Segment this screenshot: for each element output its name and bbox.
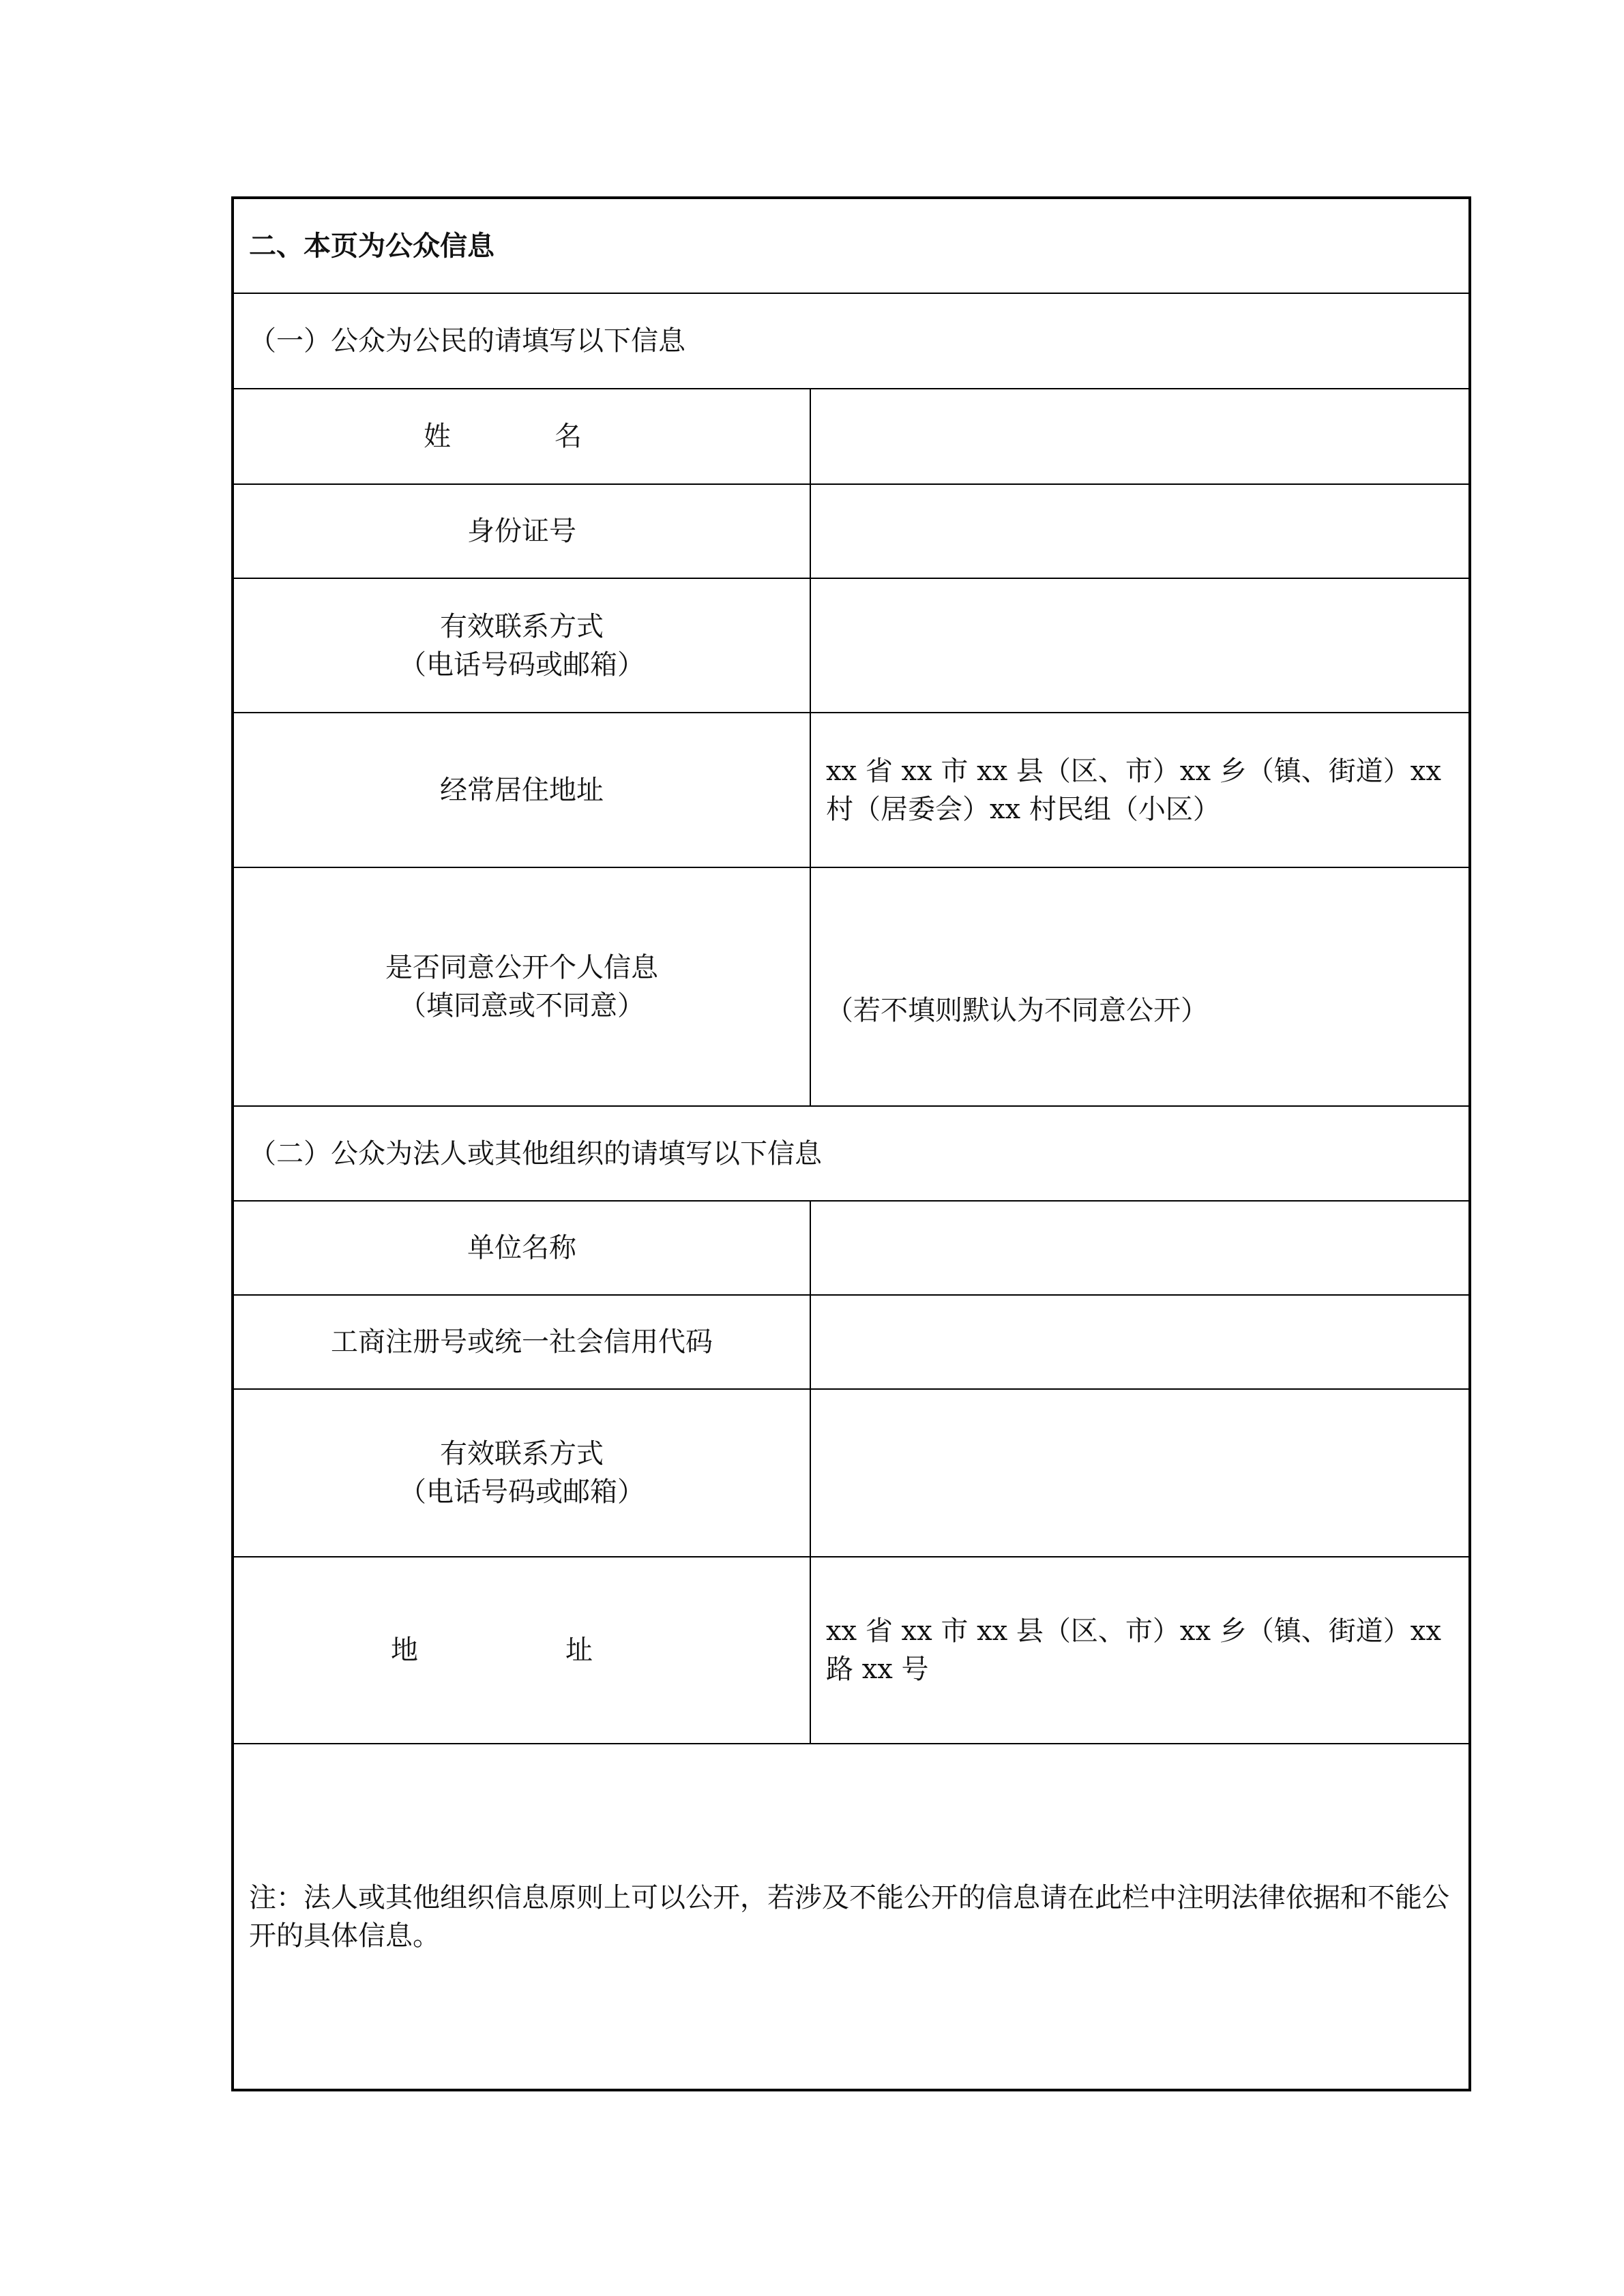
org-contact-field[interactable] bbox=[810, 1389, 1470, 1557]
citizen-consent-row bbox=[233, 867, 1470, 1106]
residence-address-field[interactable]: xx 省 xx 市 xx 县（区、市）xx 乡（镇、街道）xx 村（居委会）xx 村民组（小区） bbox=[810, 713, 1470, 867]
registration-label: 工商注册号或统一社会信用代码 bbox=[331, 1326, 713, 1358]
name-field[interactable] bbox=[810, 389, 1470, 484]
consent-field[interactable] bbox=[810, 867, 1470, 1106]
org-name-field[interactable] bbox=[810, 1201, 1470, 1295]
consent-hint: （若不填则默认为不同意公开） bbox=[826, 995, 1208, 1026]
consent-label: 是否同意公开个人信息 bbox=[385, 952, 658, 983]
section-title: 二、本页为公众信息 bbox=[233, 198, 1470, 293]
org-heading: （二）公众为法人或其他组织的请填写以下信息 bbox=[233, 1106, 1470, 1201]
citizen-contact-row bbox=[233, 578, 1470, 713]
org-address-field[interactable]: xx 省 xx 市 xx 县（区、市）xx 乡（镇、街道）xx 路 xx 号 bbox=[810, 1557, 1470, 1744]
citizen-contact-sublabel: （电话号码或邮箱） bbox=[399, 648, 645, 681]
citizen-id-row bbox=[233, 484, 1470, 578]
residence-address-label: 经常居住地址 bbox=[440, 774, 604, 806]
citizen-contact-label: 有效联系方式 bbox=[440, 610, 604, 642]
note-text: 注：法人或其他组织信息原则上可以公开，若涉及不能公开的信息请在此栏中注明法律依据和不能公开的具体信息。 bbox=[249, 1881, 1449, 1952]
org-registration-row bbox=[233, 1295, 1470, 1389]
note-row bbox=[233, 1744, 1470, 2090]
citizen-heading: （一）公众为公民的请填写以下信息 bbox=[233, 293, 1470, 389]
org-address-row bbox=[233, 1557, 1470, 1744]
citizen-address-row bbox=[233, 713, 1470, 867]
id-number-field[interactable] bbox=[810, 484, 1470, 578]
citizen-name-row bbox=[233, 389, 1470, 484]
consent-sublabel: （填同意或不同意） bbox=[399, 990, 645, 1022]
section-title-row bbox=[233, 198, 1470, 293]
org-name-row bbox=[233, 1201, 1470, 1295]
org-name-label: 单位名称 bbox=[467, 1232, 576, 1264]
org-contact-sublabel: （电话号码或邮箱） bbox=[399, 1476, 645, 1508]
org-contact-label: 有效联系方式 bbox=[440, 1438, 604, 1470]
id-number-label: 身份证号 bbox=[467, 516, 576, 547]
registration-field[interactable] bbox=[810, 1295, 1470, 1389]
public-info-form bbox=[231, 196, 1471, 2091]
citizen-contact-field[interactable] bbox=[810, 578, 1470, 713]
org-address-label: 地 址 bbox=[391, 1635, 653, 1666]
name-label: 姓 名 bbox=[424, 421, 620, 452]
org-heading-row bbox=[233, 1106, 1470, 1201]
org-contact-row bbox=[233, 1389, 1470, 1557]
citizen-heading-row bbox=[233, 293, 1470, 389]
